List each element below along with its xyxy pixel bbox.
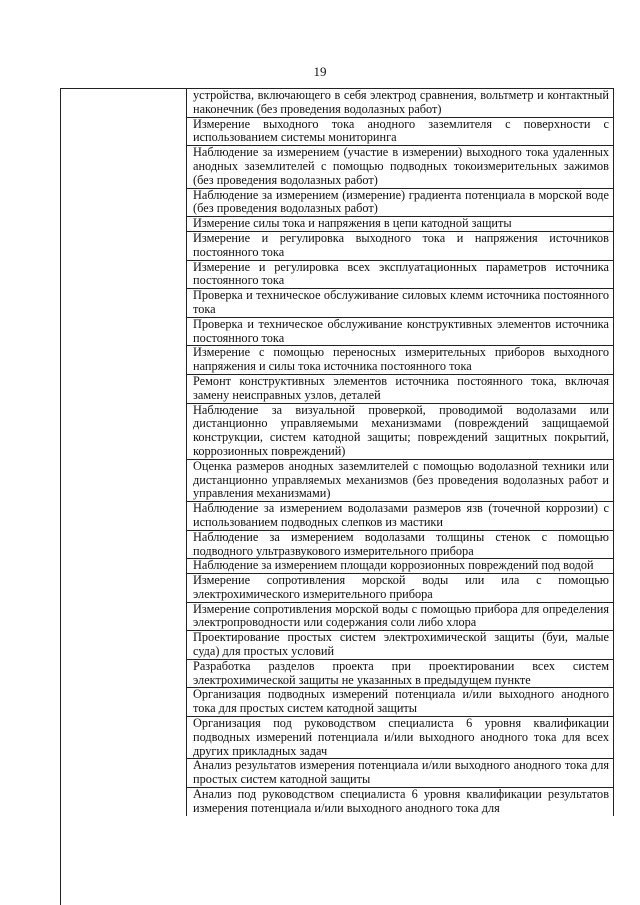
- table-row: Проверка и техническое обслуживание силовых клемм источника постоянного тока: [187, 289, 613, 318]
- table-row: Проверка и техническое обслуживание конструктивных элементов источника постоянного тока: [187, 318, 613, 347]
- table-row: устройства, включающего в себя электрод сравнения, вольтметр и контактный наконечник (без проведения водолазных работ): [187, 89, 613, 118]
- table-row: Ремонт конструктивных элементов источника постоянного тока, включая замену неисправных узлов, деталей: [187, 375, 613, 404]
- table-row: Наблюдение за измерением (измерение) градиента потенциала в морской воде (без проведения водолазных работ): [187, 189, 613, 218]
- table-row: Организация под руководством специалиста 6 уровня квалификации подводных измерений потенциала и/или выходного анодного тока для всех других прикладных задач: [187, 717, 613, 759]
- table-row: Измерение выходного тока анодного заземлителя с поверхности с использованием системы мониторинга: [187, 118, 613, 147]
- table-row: Оценка размеров анодных заземлителей с помощью водолазной техники или дистанционно управляемых механизмов (без проведения водолазных работ и управления механизмами): [187, 460, 613, 502]
- table-row: Наблюдение за измерением (участие в измерении) выходного тока удаленных анодных заземлителей с помощью подводных токоизмерительных зажимов (без проведения водолазных работ): [187, 146, 613, 188]
- activities-column: [186, 88, 614, 816]
- table-row: Измерение и регулировка всех эксплуатационных параметров источника постоянного тока: [187, 261, 613, 290]
- table-row: Наблюдение за измерением водолазами толщины стенок с помощью подводного ультразвукового измерительного прибора: [187, 531, 613, 560]
- table-row: Разработка разделов проекта при проектировании всех систем электрохимической защиты не указанных в предыдущем пункте: [187, 660, 613, 689]
- table-row: Наблюдение за измерением площади коррозионных повреждений под водой: [187, 559, 613, 574]
- table-row: Измерение сопротивления морской воды или ила с помощью электрохимического измерительного прибора: [187, 574, 613, 603]
- table-row: Измерение с помощью переносных измерительных приборов выходного напряжения и силы тока источника постоянного тока: [187, 346, 613, 375]
- table-row: Проектирование простых систем электрохимической защиты (буи, малые суда) для простых условий: [187, 631, 613, 660]
- table-row: Наблюдение за визуальной проверкой, проводимой водолазами или дистанционно управляемыми механизмами (повреждений защищаемой конструкции, систем катодной защиты; повреждений защитных покрытий, коррозионных повреждений): [187, 404, 613, 460]
- table-row: Измерение и регулировка выходного тока и напряжения источников постоянного тока: [187, 232, 613, 261]
- table-row: Наблюдение за измерением водолазами размеров язв (точечной коррозии) с использованием подводных слепков из мастики: [187, 502, 613, 531]
- page-number: 19: [313, 64, 327, 79]
- table-row: Анализ под руководством специалиста 6 уровня квалификации результатов измерения потенциала и/или выходного анодного тока для: [193, 787, 609, 815]
- table-row: Анализ результатов измерения потенциала и/или выходного анодного тока для простых систем катодной защиты: [187, 759, 613, 788]
- table-row: Измерение силы тока и напряжения в цепи катодной защиты: [187, 217, 613, 232]
- table-row: Измерение сопротивления морской воды с помощью прибора для определения электропроводности или содержания соли либо хлора: [187, 603, 613, 632]
- table-row: Организация подводных измерений потенциала и/или выходного анодного тока для простых систем катодной защиты: [187, 688, 613, 717]
- left-column-cell: [60, 88, 186, 905]
- activities-table: [60, 88, 612, 905]
